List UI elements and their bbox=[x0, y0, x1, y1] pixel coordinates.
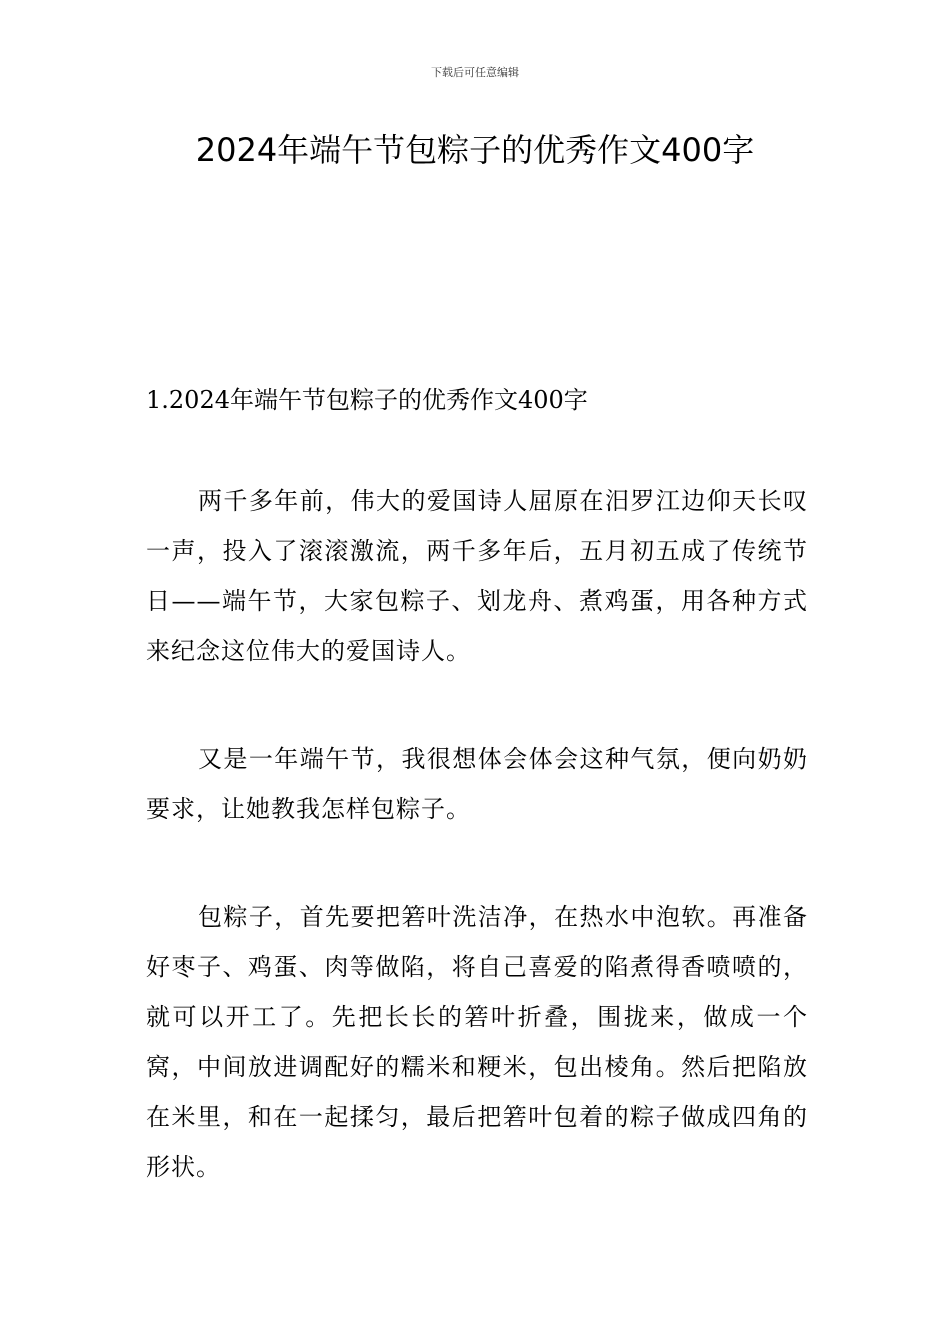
document-body bbox=[146, 380, 808, 1192]
paragraph: 包粽子，首先要把箬叶洗洁净，在热水中泡软。再准备好枣子、鸡蛋、肉等做陷，将自己喜爱的陷煮得香喷喷的，就可以开工了。先把长长的箬叶折叠，围拢来，做成一个窝，中间放进调配好的糯米和粳米，包出棱角。然后把陷放在米里，和在一起揉匀，最后把箬叶包着的粽子做成四角的形状。 bbox=[146, 903, 808, 1181]
paragraph: 两千多年前，伟大的爱国诗人屈原在汨罗江边仰天长叹一声，投入了滚滚激流，两千多年后，五月初五成了传统节日——端午节，大家包粽子、划龙舟、煮鸡蛋，用各种方式来纪念这位伟大的爱国诗人。 bbox=[146, 487, 808, 665]
document-title: 2024年端午节包粽子的优秀作文400字 bbox=[195, 131, 755, 169]
section-heading: 1.2024年端午节包粽子的优秀作文400字 bbox=[146, 386, 588, 414]
header-note: 下载后可任意编辑 bbox=[431, 66, 519, 79]
paragraph: 又是一年端午节，我很想体会体会这种气氛，便向奶奶要求，让她教我怎样包粽子。 bbox=[146, 745, 808, 823]
